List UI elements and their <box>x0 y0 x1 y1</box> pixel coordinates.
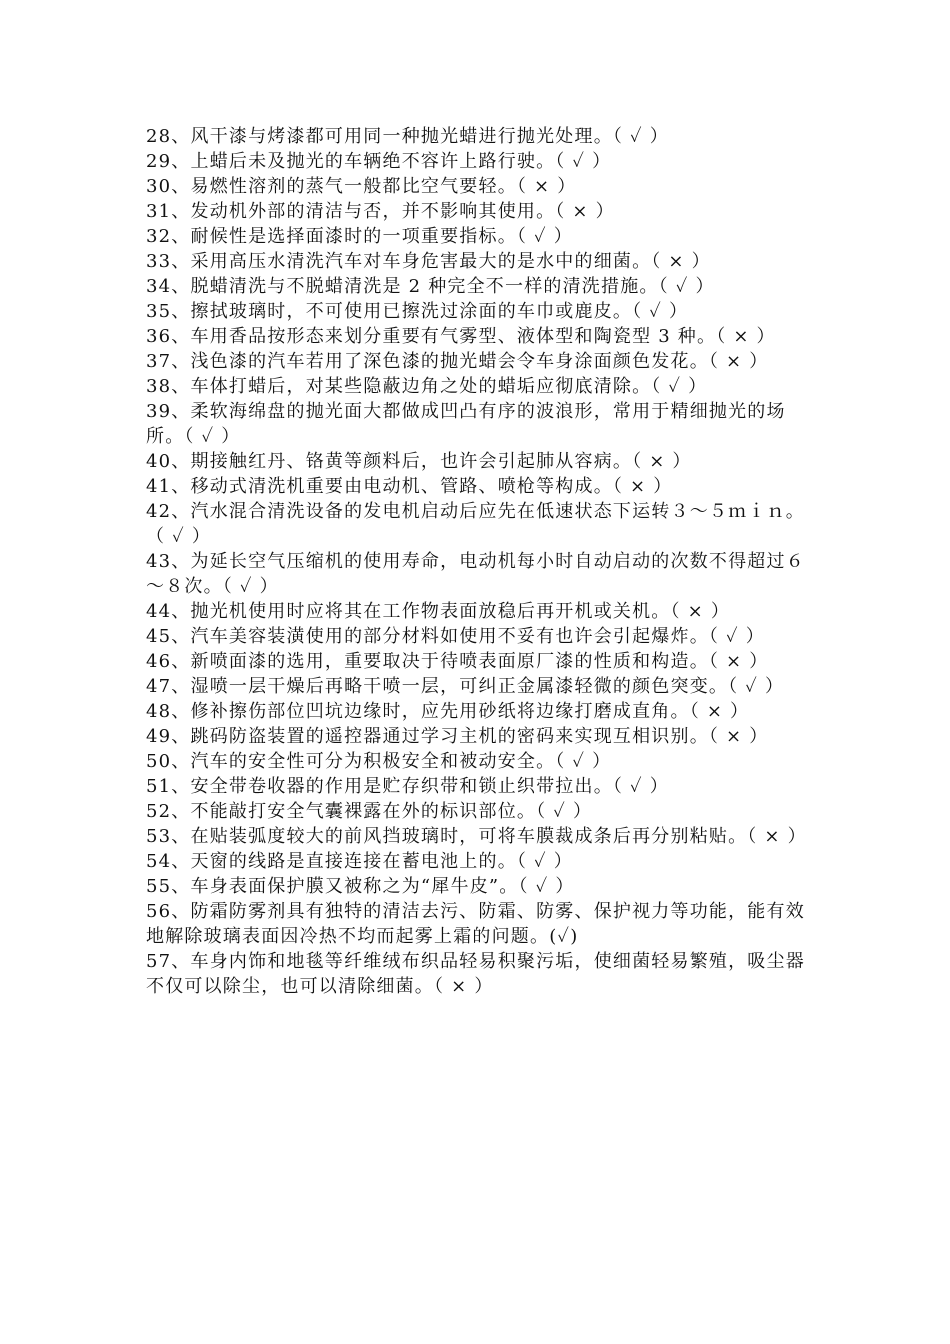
question-item: 28、风干漆与烤漆都可用同一种抛光蜡进行抛光处理。（ ✓ ） <box>146 126 669 147</box>
question-list <box>146 124 814 999</box>
question-item: 43、为延长空气压缩机的使用寿命，电动机每小时自动启动的次数不得超过６～８次。（ ✓ ） <box>146 551 805 597</box>
question-item: 35、擦拭玻璃时，不可使用已擦洗过涂面的车巾或鹿皮。（ ✓ ） <box>146 301 689 322</box>
question-item: 38、车体打蜡后，对某些隐蔽边角之处的蜡垢应彻底清除。（ ✓ ） <box>146 376 708 397</box>
question-item: 29、上蜡后未及抛光的车辆绝不容许上路行驶。（ ✓ ） <box>146 151 612 172</box>
question-item: 52、不能敲打安全气囊裸露在外的标识部位。（ ✓ ） <box>146 801 593 822</box>
question-item: 47、湿喷一层干燥后再略干喷一层，可纠正金属漆轻微的颜色突变。（ ✓ ） <box>146 676 785 697</box>
question-item: 54、天窗的线路是直接连接在蓄电池上的。（ ✓ ） <box>146 851 573 872</box>
question-item: 56、防霜防雾剂具有独特的清洁去污、防霜、防雾、保护视力等功能，能有效地解除玻璃表面因冷热不均而起雾上霜的问题。(✓) <box>146 901 805 947</box>
question-item: 49、跳码防盗装置的遥控器通过学习主机的密码来实现互相识别。（ × ） <box>146 726 769 747</box>
question-item: 41、移动式清洗机重要由电动机、管路、喷枪等构成。（ × ） <box>146 476 673 497</box>
question-item: 44、抛光机使用时应将其在工作物表面放稳后再开机或关机。（ × ） <box>146 601 731 622</box>
question-item: 36、车用香品按形态来划分重要有气雾型、液体型和陶瓷型 3 种。（ × ） <box>146 326 776 347</box>
question-item: 53、在贴装弧度较大的前风挡玻璃时，可将车膜裁成条后再分别粘贴。（ × ） <box>146 826 807 847</box>
question-item: 57、车身内饰和地毯等纤维绒布织品轻易积聚污垢，使细菌轻易繁殖，吸尘器不仅可以除尘，也可以清除细菌。（ × ） <box>146 951 805 997</box>
question-item: 30、易燃性溶剂的蒸气一般都比空气要轻。（ × ） <box>146 176 577 197</box>
question-item: 45、汽车美容装潢使用的部分材料如使用不妥有也许会引起爆炸。（ ✓ ） <box>146 626 765 647</box>
question-item: 39、柔软海绵盘的抛光面大都做成凹凸有序的波浪形，常用于精细抛光的场所。（ ✓ ） <box>146 401 786 447</box>
question-item: 37、浅色漆的汽车若用了深色漆的抛光蜡会令车身涂面颜色发花。（ × ） <box>146 351 769 372</box>
question-item: 55、车身表面保护膜又被称之为“犀牛皮”。（ ✓ ） <box>146 876 575 897</box>
question-item: 51、安全带卷收器的作用是贮存织带和锁止织带拉出。（ ✓ ） <box>146 776 669 797</box>
question-item: 42、汽水混合清洗设备的发电机启动后应先在低速状态下运转３～５ｍｉｎ。（ ✓ ） <box>146 501 805 547</box>
question-item: 33、采用高压水清洗汽车对车身危害最大的是水中的细菌。（ × ） <box>146 251 711 272</box>
question-item: 48、修补擦伤部位凹坑边缘时，应先用砂纸将边缘打磨成直角。（ × ） <box>146 701 750 722</box>
question-item: 46、新喷面漆的选用，重要取决于待喷表面原厂漆的性质和构造。（ × ） <box>146 651 769 672</box>
question-item: 40、期接触红丹、铬黄等颜料后，也许会引起肺从容病。（ × ） <box>146 451 692 472</box>
question-item: 34、脱蜡清洗与不脱蜡清洗是 2 种完全不一样的清洗措施。（ ✓ ） <box>146 276 715 297</box>
question-item: 50、汽车的安全性可分为积极安全和被动安全。（ ✓ ） <box>146 751 612 772</box>
question-item: 31、发动机外部的清洁与否，并不影响其使用。（ × ） <box>146 201 615 222</box>
question-item: 32、耐候性是选择面漆时的一项重要指标。（ ✓ ） <box>146 226 573 247</box>
